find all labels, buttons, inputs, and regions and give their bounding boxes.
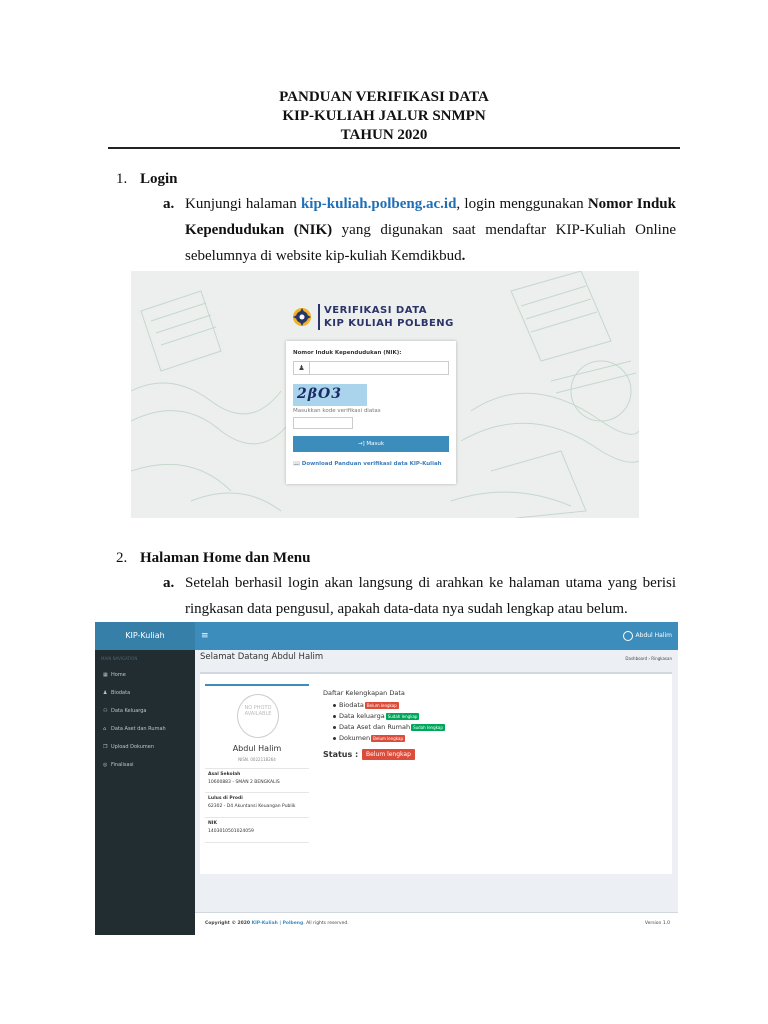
title-line-3: TAHUN 2020 xyxy=(340,127,428,143)
document-icon: ❐ xyxy=(103,744,108,750)
menu-toggle-icon[interactable]: ≡ xyxy=(201,631,209,641)
footer-copyright: Copyright © 2020 KIP-Kuliah | Polbeng. All rights reserved. xyxy=(205,921,349,926)
status-badge: Sudah lengkap xyxy=(387,713,418,719)
overall-status: Status : Belum lengkap xyxy=(323,749,415,760)
captcha-image xyxy=(293,384,367,406)
checklist-title: Daftar Kelengkapan Data xyxy=(323,689,405,697)
school-label: Asal Sekolah xyxy=(208,772,241,777)
checklist-item-dokumen: Dokumen Belum lengkap xyxy=(333,734,405,742)
user-menu[interactable]: Abdul Halim xyxy=(623,622,672,650)
nik-input[interactable] xyxy=(293,361,449,375)
profile-photo: NO PHOTO AVAILABLE xyxy=(237,694,279,738)
brand-line-1: VERIFIKASI DATA xyxy=(324,305,427,316)
title-line-1: PANDUAN VERIFIKASI DATA xyxy=(279,89,489,105)
checklist-item-biodata: Biodata Belum lengkap xyxy=(333,701,399,709)
section-2-number: 2. xyxy=(116,550,128,566)
sidebar-item-upload-dokumen[interactable]: ❐ Upload Dokumen xyxy=(103,744,155,750)
section-2-step-a-letter: a. xyxy=(163,575,175,591)
section-2-step-a-text: Setelah berhasil login akan langsung di arahkan ke halaman utama yang berisi ringkasan data pengusul, apakah data-data nya sudah lengkap atau belum. xyxy=(185,575,676,617)
section-1-title: Login xyxy=(140,171,178,187)
footer-version: Version 1.0 xyxy=(644,921,670,926)
status-badge: Belum lengkap xyxy=(366,702,397,708)
title-divider xyxy=(108,147,680,149)
profile-nisn: NISN. 0022118264 xyxy=(238,757,276,762)
section-1-number: 1. xyxy=(116,171,128,187)
prodi-value: 62302 - D4 Akuntansi Keuangan Publik xyxy=(208,804,296,809)
document-title xyxy=(0,88,768,145)
profile-divider xyxy=(205,817,309,818)
user-circle-icon xyxy=(623,631,633,641)
nik-label: Nomor Induk Kependudukan (NIK): xyxy=(293,350,402,356)
verifikasi-logo xyxy=(291,302,491,332)
home-icon: ▦ xyxy=(103,672,108,678)
checklist-item-data-aset: Data Aset dan Rumah Sudah lengkap xyxy=(333,723,445,731)
kip-kuliah-link[interactable]: kip-kuliah.polbeng.ac.id xyxy=(300,196,457,212)
sidebar xyxy=(95,650,195,935)
captcha-hint: Masukkan kode verifikasi diatas xyxy=(293,408,381,414)
profile-divider xyxy=(205,768,309,769)
page-title: Selamat Datang Abdul Halim xyxy=(200,652,324,662)
section-1-step-a-text: Kunjungi halaman kip-kuliah.polbeng.ac.id, login menggunakan Nomor Induk Kependudukan (NIK) yang digunakan saat mendaftar KIP-Kuliah Online sebelumnya di website kip-kuliah Kemdikbud. xyxy=(185,196,676,264)
login-screenshot xyxy=(131,271,639,518)
sidebar-header: MAIN NAVIGATION xyxy=(101,656,138,661)
captcha-text: 2βO3 xyxy=(297,386,342,402)
login-form xyxy=(286,341,456,484)
book-icon: 📖 xyxy=(293,461,302,467)
profile-card xyxy=(205,684,309,854)
summary-box xyxy=(200,672,672,874)
footer-link[interactable]: KIP-Kuliah | Polbeng xyxy=(251,921,304,926)
download-guide-link[interactable]: 📖 Download Panduan verifikasi data KIP-Kuliah xyxy=(293,461,442,467)
sidebar-item-biodata[interactable]: ♟ Biodata xyxy=(103,690,131,696)
profile-divider xyxy=(205,842,309,843)
sidebar-item-data-aset[interactable]: ⌂ Data Aset dan Rumah xyxy=(103,726,166,732)
overall-status-badge: Belum lengkap xyxy=(362,749,415,760)
sidebar-item-finalisasi[interactable]: ◎ Finalisasi xyxy=(103,762,134,768)
profile-divider xyxy=(205,792,309,793)
prodi-label: Lulus di Prodi xyxy=(208,796,243,801)
breadcrumb[interactable]: Dashboard › Ringkasan xyxy=(625,656,672,661)
nik-value: 1403010501024059 xyxy=(208,829,254,834)
section-1-step-a-letter: a. xyxy=(163,196,175,212)
app-logo[interactable]: KIP-Kuliah xyxy=(95,622,195,650)
sidebar-item-home[interactable]: ▦ Home xyxy=(103,672,126,678)
polbeng-gear-icon xyxy=(291,306,313,328)
footer xyxy=(195,912,678,935)
person-icon: ♟ xyxy=(103,690,108,696)
dashboard-screenshot xyxy=(95,622,678,935)
target-icon: ◎ xyxy=(103,762,108,768)
nik-label: NIK xyxy=(208,821,217,826)
brand-line-2: KIP KULIAH POLBENG xyxy=(324,318,454,329)
section-2-title: Halaman Home dan Menu xyxy=(140,550,311,566)
school-value: 10600883 - SMAN 2 BENGKALIS xyxy=(208,780,280,785)
user-icon: ♟ xyxy=(294,362,310,374)
profile-name: Abdul Halim xyxy=(232,744,282,753)
checklist-item-data-keluarga: Data keluarga Sudah lengkap xyxy=(333,712,419,720)
top-navbar xyxy=(195,622,678,650)
title-line-2: KIP-KULIAH JALUR SNMPN xyxy=(282,108,486,124)
sidebar-item-data-keluarga[interactable]: ⚇ Data Keluarga xyxy=(103,708,147,714)
masuk-button[interactable]: →] Masuk xyxy=(293,436,449,452)
house-icon: ⌂ xyxy=(103,726,107,732)
users-icon: ⚇ xyxy=(103,708,108,714)
status-badge: Belum lengkap xyxy=(373,735,404,741)
logo-separator xyxy=(318,304,320,330)
captcha-input[interactable] xyxy=(293,417,353,429)
status-badge: Sudah lengkap xyxy=(413,724,443,730)
